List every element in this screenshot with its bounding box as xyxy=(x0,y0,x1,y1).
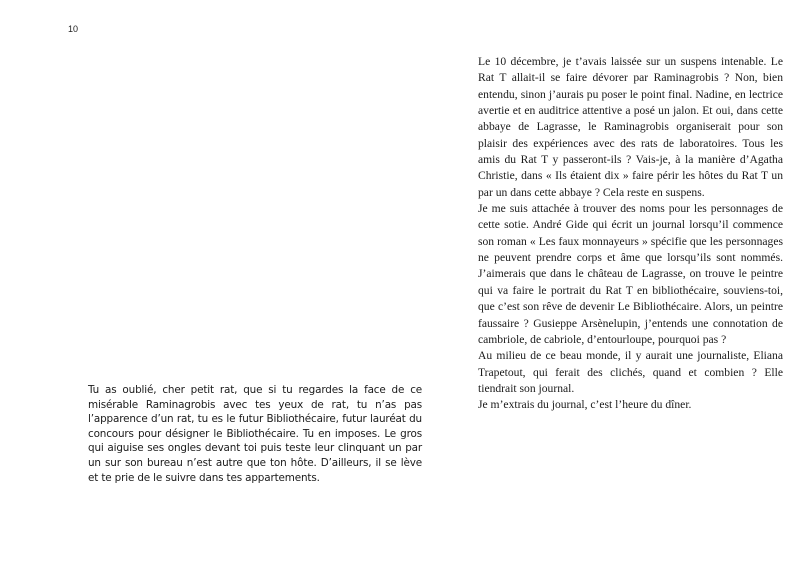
right-paragraph-1: Le 10 décembre, je t’avais laissée sur un suspens intenable. Le Rat T allait-il se faire dévorer par Raminagrobis ? Non, bien entendu, sinon j’aurais pu poser le point final. Nadine, en lectrice avertie et en auditrice attentive a posé un jalon. Et oui, dans cette abbaye de Lagrasse, le Raminagrobis organiserait pour son plaisir des expériences avec des rats de laboratoires. Tous les amis du Rat T y passeront-ils ? Vais-je, à la manière d’Agatha Christie, dans « Ils étaient dix » faire périr les hôtes du Rat T un par un dans cette abbaye ? Cela reste en suspens. xyxy=(478,55,783,199)
right-paragraph-2: Je me suis attachée à trouver des noms pour les personnages de cette sotie. André Gide qui écrit un journal lorsqu’il commence son roman « Les faux monnayeurs » spécifie que les personnages ne peuvent prendre corps et âme que lorsqu’ils sont nommés. J’aimerais que dans le château de Lagrasse, on trouve le peintre qui va faire le portrait du Rat T en bibliothécaire, souviens-toi, que c’est son rêve de devenir Le Bibliothécaire. Alors, un peintre faussaire ? Gusieppe Arsènelupin, j’entends une connotation de cambriole, de cabriole, d’entourloupe, pourquoi pas ? xyxy=(478,202,783,346)
right-page-text xyxy=(478,54,783,414)
right-paragraph-3: Au milieu de ce beau monde, il y aurait une journaliste, Eliana Trapetout, qui ferait des clichés, quand et combien ? Elle tiendrait son journal. xyxy=(478,349,783,395)
right-paragraph-4: Je m’extrais du journal, c’est l’heure du dîner. xyxy=(478,398,692,412)
left-page-paragraph: Tu as oublié, cher petit rat, que si tu regardes la face de ce misérable Raminagrobis avec tes yeux de rat, tu n’as pas l’apparence d’un rat, tu es le futur Bibliothécaire, futur lauréat du concours pour désigner le Bibliothécaire. Tu en imposes. Le gros qui aiguise ses ongles devant toi puis teste leur clinquant un par un sur son bureau n’est autre que ton hôte. D’ailleurs, il se lève et te prie de le suivre dans tes appartements. xyxy=(88,384,422,484)
page-number: 10 xyxy=(68,24,79,34)
